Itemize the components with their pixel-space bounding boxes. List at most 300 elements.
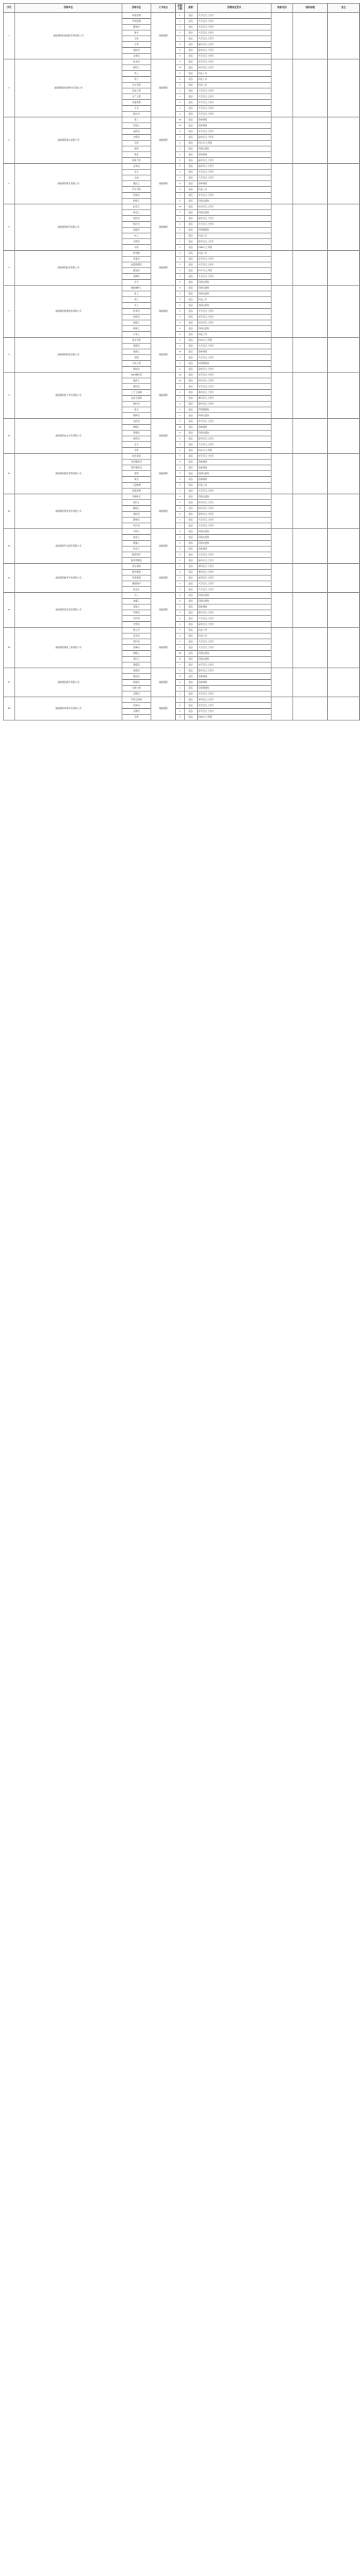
cell-note — [328, 204, 360, 251]
cell-salary: 面议 — [185, 564, 198, 570]
cell-salary: 面议 — [185, 587, 198, 593]
table-row — [4, 494, 360, 500]
cell-email — [293, 204, 328, 251]
cell-count: 2 — [176, 494, 185, 500]
cell-salary: 面议 — [185, 628, 198, 633]
cell-seq: 17 — [4, 668, 15, 697]
cell-requirements: 身体健康 — [198, 680, 272, 686]
cell-count: 1 — [176, 245, 185, 251]
header-phone: 联系电话 — [272, 4, 293, 13]
cell-unit: 湖南湘阴食品有限公司 — [15, 117, 122, 164]
cell-requirements: 持A2以上驾照 — [198, 338, 272, 344]
cell-requirements: 持证上岗 — [198, 187, 272, 193]
table-row — [4, 564, 360, 570]
cell-post: 质检员 — [122, 216, 151, 222]
cell-requirements: 有相关经验 — [198, 657, 272, 662]
cell-count: 2 — [176, 355, 185, 361]
cell-salary: 面议 — [185, 106, 198, 112]
cell-count: 8 — [176, 320, 185, 326]
cell-salary: 面议 — [185, 59, 198, 65]
cell-requirements: 大专及以上学历 — [198, 19, 272, 25]
cell-requirements: 有相关经验 — [198, 529, 272, 535]
cell-salary: 面议 — [185, 413, 198, 419]
cell-post: SMT操作员 — [122, 373, 151, 378]
cell-count: 8 — [176, 657, 185, 662]
cell-salary: 面议 — [185, 129, 198, 135]
cell-post: 生鲜主管 — [122, 686, 151, 691]
cell-post: 洗车工 — [122, 547, 151, 552]
cell-requirements: 本科及以上学历 — [198, 697, 272, 703]
cell-salary: 面议 — [185, 633, 198, 639]
cell-salary: 面议 — [185, 477, 198, 483]
cell-seq: 10 — [4, 419, 15, 454]
cell-salary: 面议 — [185, 483, 198, 489]
cell-requirements: 中专及以上学历 — [198, 373, 272, 378]
cell-requirements: 身体健康 — [198, 604, 272, 610]
cell-requirements: 中专及以上学历 — [198, 384, 272, 390]
cell-requirements: 高中及以上学历 — [198, 668, 272, 674]
cell-salary: 面议 — [185, 373, 198, 378]
cell-unit: 湖南湘阴建材有限公司 — [15, 164, 122, 204]
cell-requirements: 高中及以上学历 — [198, 216, 272, 222]
cell-requirements: 中专及以上学历 — [198, 100, 272, 106]
cell-salary: 面议 — [185, 25, 198, 30]
cell-count: 1 — [176, 222, 185, 228]
cell-salary: 面议 — [185, 36, 198, 42]
cell-requirements: 大专及以上学历 — [198, 691, 272, 697]
cell-post: 印刷机长 — [122, 494, 151, 500]
cell-salary: 面议 — [185, 703, 198, 709]
cell-count: 1 — [176, 19, 185, 25]
cell-requirements: 持证上岗 — [198, 332, 272, 338]
cell-seq: 3 — [4, 117, 15, 164]
cell-post: 店长 — [122, 280, 151, 286]
cell-post: 客服 — [122, 355, 151, 361]
cell-requirements: 中专及以上学历 — [198, 315, 272, 320]
cell-salary: 面议 — [185, 402, 198, 407]
cell-count: 3 — [176, 628, 185, 633]
cell-requirements: 本科及以上学历 — [198, 390, 272, 396]
cell-requirements: 大专及以上学历 — [198, 106, 272, 112]
cell-salary: 面议 — [185, 349, 198, 355]
cell-post: 喷漆工 — [122, 541, 151, 547]
cell-requirements: 有管理经验 — [198, 228, 272, 233]
cell-location: 湖南湘阴 — [151, 628, 176, 668]
header-count: 招聘人数 — [176, 4, 185, 13]
cell-requirements: 大专及以上学历 — [198, 518, 272, 523]
cell-post: 导购员 — [122, 610, 151, 616]
cell-salary: 面议 — [185, 117, 198, 123]
cell-post: 技术员 — [122, 59, 151, 65]
cell-count: 6 — [176, 506, 185, 512]
cell-post: 装卸工 — [122, 349, 151, 355]
cell-salary: 面议 — [185, 599, 198, 604]
cell-count: 1 — [176, 175, 185, 181]
cell-requirements: 有相关经验 — [198, 541, 272, 547]
cell-phone — [272, 529, 293, 564]
cell-note — [328, 529, 360, 564]
cell-salary: 面议 — [185, 674, 198, 680]
cell-count: 2 — [176, 199, 185, 204]
cell-count: 3 — [176, 436, 185, 442]
cell-post: 仓管员 — [122, 239, 151, 245]
cell-note — [328, 286, 360, 338]
cell-post: 机修工 — [122, 199, 151, 204]
cell-post: 工艺工程师 — [122, 390, 151, 396]
cell-count: 10 — [176, 65, 185, 71]
cell-unit: 湖南湘阴医药有限公司 — [15, 251, 122, 286]
cell-seq: 6 — [4, 251, 15, 286]
header-salary: 薪资 — [185, 4, 198, 13]
cell-salary: 面议 — [185, 645, 198, 651]
cell-salary: 面议 — [185, 657, 198, 662]
cell-requirements: 高中及以上学历 — [198, 48, 272, 54]
cell-salary: 面议 — [185, 425, 198, 431]
cell-count: 1 — [176, 558, 185, 564]
cell-salary: 面议 — [185, 355, 198, 361]
cell-post: 药剂师 — [122, 251, 151, 257]
cell-requirements: 本科及以上学历 — [198, 564, 272, 570]
cell-count: 1 — [176, 361, 185, 367]
cell-requirements: 高中及以上学历 — [198, 512, 272, 518]
cell-count: 1 — [176, 691, 185, 697]
cell-unit: 湖南湘阴建筑工程有限公司 — [15, 628, 122, 668]
cell-count: 1 — [176, 146, 185, 152]
cell-salary: 面议 — [185, 83, 198, 88]
recruitment-table — [3, 3, 360, 720]
cell-requirements: 中专及以上学历 — [198, 454, 272, 460]
cell-salary: 面议 — [185, 135, 198, 141]
cell-requirements: 有管理经验 — [198, 361, 272, 367]
cell-count: 2 — [176, 141, 185, 146]
cell-post: 文员 — [122, 106, 151, 112]
cell-post: 测量员 — [122, 662, 151, 668]
cell-post: 客房服务员 — [122, 460, 151, 465]
cell-count: 3 — [176, 471, 185, 477]
cell-seq: 5 — [4, 204, 15, 251]
cell-post: 钢筋工 — [122, 651, 151, 657]
cell-requirements: 中专及以上学历 — [198, 662, 272, 668]
header-unit: 招聘单位 — [15, 4, 122, 13]
cell-salary: 面议 — [185, 547, 198, 552]
cell-post: 检验员 — [122, 315, 151, 320]
cell-phone — [272, 13, 293, 59]
cell-post: 统计员 — [122, 112, 151, 117]
cell-unit: 湖南湘阴汽车服务有限公司 — [15, 529, 122, 564]
cell-requirements: 身体健康 — [198, 152, 272, 158]
cell-requirements: 身体健康 — [198, 460, 272, 465]
cell-location: 湖南湘阴 — [151, 419, 176, 454]
cell-post: 化验员 — [122, 193, 151, 199]
cell-requirements: 持证上岗 — [198, 77, 272, 83]
cell-post: 销售经理 — [122, 13, 151, 19]
cell-post: 资料员 — [122, 639, 151, 645]
cell-requirements: 初中及以上学历 — [198, 378, 272, 384]
cell-count: 5 — [176, 431, 185, 436]
cell-salary: 面议 — [185, 454, 198, 460]
cell-count: 3 — [176, 210, 185, 216]
cell-post: 养殖员 — [122, 431, 151, 436]
cell-requirements: 有相关经验 — [198, 535, 272, 541]
cell-count: 10 — [176, 651, 185, 657]
cell-count: 5 — [176, 610, 185, 616]
cell-count: 2 — [176, 326, 185, 332]
cell-salary: 面议 — [185, 320, 198, 326]
cell-count: 2 — [176, 71, 185, 77]
cell-post: 跟单员 — [122, 518, 151, 523]
cell-post: 保安 — [122, 152, 151, 158]
cell-salary: 面议 — [185, 709, 198, 715]
cell-seq: 9 — [4, 373, 15, 419]
cell-seq: 16 — [4, 628, 15, 668]
cell-note — [328, 164, 360, 204]
cell-phone — [272, 251, 293, 286]
cell-salary: 面议 — [185, 239, 198, 245]
cell-phone — [272, 564, 293, 593]
cell-count: 1 — [176, 645, 185, 651]
cell-post: 种植工 — [122, 425, 151, 431]
cell-requirements: 有相关经验 — [198, 494, 272, 500]
cell-requirements: 高中及以上学历 — [198, 402, 272, 407]
cell-count: 10 — [176, 373, 185, 378]
cell-salary: 面议 — [185, 338, 198, 344]
cell-post: 技术员 — [122, 309, 151, 315]
cell-post: 配件管理员 — [122, 558, 151, 564]
cell-note — [328, 494, 360, 529]
table-row — [4, 286, 360, 291]
cell-post: 挡车工 — [122, 204, 151, 210]
cell-post: 跟单员 — [122, 25, 151, 30]
cell-count: 1 — [176, 239, 185, 245]
cell-count: 3 — [176, 599, 185, 604]
cell-phone — [272, 286, 293, 338]
cell-post: 运维员 — [122, 709, 151, 715]
cell-post: 厨师 — [122, 146, 151, 152]
table-row — [4, 204, 360, 210]
cell-location: 湖南湘阴 — [151, 164, 176, 204]
cell-email — [293, 286, 328, 338]
cell-requirements: 有相关经验 — [198, 599, 272, 604]
cell-post: 糊盒工 — [122, 506, 151, 512]
table-row — [4, 251, 360, 257]
cell-phone — [272, 593, 293, 628]
cell-salary: 面议 — [185, 315, 198, 320]
cell-count: 1 — [176, 523, 185, 529]
header-location: 工作地点 — [151, 4, 176, 13]
cell-salary: 面议 — [185, 581, 198, 587]
cell-requirements: 持证上岗 — [198, 297, 272, 303]
cell-requirements: 高中及以上学历 — [198, 436, 272, 442]
cell-unit: 湖南湘阴家居用品有限公司 — [15, 593, 122, 628]
cell-requirements: 高中及以上学历 — [198, 42, 272, 48]
cell-requirements: 大专及以上学历 — [198, 112, 272, 117]
cell-requirements: 持证上岗 — [198, 233, 272, 239]
cell-salary: 面议 — [185, 604, 198, 610]
cell-count: 2 — [176, 344, 185, 349]
cell-unit: 湖南湘阴新能源科技有限公司 — [15, 59, 122, 117]
cell-seq: 13 — [4, 529, 15, 564]
cell-unit: 湖南湘阴环保科技有限公司 — [15, 697, 122, 720]
cell-post: 仓库主管 — [122, 361, 151, 367]
cell-requirements: 持证上岗 — [198, 628, 272, 633]
cell-post: 班组长 — [122, 228, 151, 233]
cell-count: 4 — [176, 709, 185, 715]
cell-unit: 湖南湘阴物流有限公司 — [15, 338, 122, 373]
cell-note — [328, 668, 360, 697]
cell-note — [328, 338, 360, 373]
cell-email — [293, 529, 328, 564]
cell-salary: 面议 — [185, 65, 198, 71]
cell-post: 服务顾问 — [122, 552, 151, 558]
cell-salary: 面议 — [185, 13, 198, 19]
cell-salary: 面议 — [185, 262, 198, 268]
cell-note — [328, 13, 360, 59]
table-header-row — [4, 4, 360, 13]
cell-count: 1 — [176, 36, 185, 42]
cell-post: 语文教师 — [122, 564, 151, 570]
cell-salary: 面议 — [185, 204, 198, 210]
cell-salary: 面议 — [185, 257, 198, 262]
cell-requirements: 身体健康 — [198, 477, 272, 483]
cell-salary: 面议 — [185, 326, 198, 332]
cell-salary: 面议 — [185, 210, 198, 216]
cell-count: 1 — [176, 30, 185, 36]
cell-note — [328, 697, 360, 720]
cell-count: 1 — [176, 274, 185, 280]
table-row — [4, 419, 360, 425]
cell-count: 1 — [176, 489, 185, 494]
cell-count: 1 — [176, 686, 185, 691]
cell-post: 司机 — [122, 141, 151, 146]
cell-requirements: 有相关经验 — [198, 303, 272, 309]
cell-requirements: 持证上岗 — [198, 251, 272, 257]
cell-salary: 面议 — [185, 233, 198, 239]
cell-note — [328, 373, 360, 419]
cell-post: 电工 — [122, 233, 151, 239]
cell-post: 质检员 — [122, 512, 151, 518]
cell-count: 2 — [176, 576, 185, 581]
cell-seq: 18 — [4, 697, 15, 720]
cell-requirements: 身体健康 — [198, 465, 272, 471]
recruitment-table-sheet — [3, 3, 359, 720]
cell-post: 钣金工 — [122, 535, 151, 541]
cell-count: 10 — [176, 349, 185, 355]
cell-email — [293, 338, 328, 373]
cell-requirements: 大专及以上学历 — [198, 639, 272, 645]
cell-seq: 2 — [4, 59, 15, 117]
cell-post: 仓管 — [122, 42, 151, 48]
table-row — [4, 338, 360, 344]
cell-requirements: 大专及以上学历 — [198, 581, 272, 587]
cell-count: 2 — [176, 483, 185, 489]
cell-salary: 面议 — [185, 164, 198, 170]
cell-salary: 面议 — [185, 558, 198, 564]
cell-salary: 面议 — [185, 54, 198, 59]
cell-requirements: 初中及以上学历 — [198, 500, 272, 506]
cell-count: 3 — [176, 581, 185, 587]
cell-count: 4 — [176, 384, 185, 390]
cell-requirements: 持B2以上驾照 — [198, 245, 272, 251]
cell-requirements: 本科及以上学历 — [198, 576, 272, 581]
cell-post: 保全工 — [122, 210, 151, 216]
cell-phone — [272, 697, 293, 720]
cell-post: 货车司机 — [122, 338, 151, 344]
cell-email — [293, 164, 328, 204]
cell-requirements: 有相关经验 — [198, 210, 272, 216]
cell-post: 业务员 — [122, 54, 151, 59]
cell-requirements: 大专及以上学历 — [198, 25, 272, 30]
cell-requirements: 身体健康 — [198, 117, 272, 123]
cell-salary: 面议 — [185, 187, 198, 193]
cell-count: 2 — [176, 587, 185, 593]
cell-post: 前台接待 — [122, 454, 151, 460]
cell-email — [293, 593, 328, 628]
cell-requirements: 身体健康 — [198, 349, 272, 355]
cell-count: 5 — [176, 59, 185, 65]
cell-count: 2 — [176, 541, 185, 547]
cell-post: 品控员 — [122, 129, 151, 135]
cell-requirements: 有管理经验 — [198, 407, 272, 413]
cell-count: 2 — [176, 570, 185, 576]
cell-count: 20 — [176, 117, 185, 123]
cell-post: 销售员 — [122, 436, 151, 442]
cell-phone — [272, 494, 293, 529]
header-seq: 序号 — [4, 4, 15, 13]
cell-salary: 面议 — [185, 141, 198, 146]
cell-count: 2 — [176, 715, 185, 720]
cell-salary: 面议 — [185, 541, 198, 547]
cell-salary: 面议 — [185, 384, 198, 390]
cell-post: 测试员 — [122, 384, 151, 390]
table-row — [4, 373, 360, 378]
cell-salary: 面议 — [185, 274, 198, 280]
cell-count: 6 — [176, 465, 185, 471]
cell-post: 组长 — [122, 407, 151, 413]
cell-salary: 面议 — [185, 390, 198, 396]
cell-unit: 湖南湘阴教育咨询有限公司 — [15, 564, 122, 593]
cell-salary: 面议 — [185, 518, 198, 523]
cell-count: 15 — [176, 378, 185, 384]
cell-salary: 面议 — [185, 280, 198, 286]
cell-note — [328, 454, 360, 494]
cell-seq: 11 — [4, 454, 15, 494]
cell-post: 焊工 — [122, 77, 151, 83]
header-email: 联系邮箱 — [293, 4, 328, 13]
cell-email — [293, 628, 328, 668]
cell-salary: 面议 — [185, 570, 198, 576]
cell-requirements: 初中及以上学历 — [198, 65, 272, 71]
cell-count: 2 — [176, 662, 185, 668]
cell-post: 包装工 — [122, 123, 151, 129]
cell-requirements: 中专及以上学历 — [198, 257, 272, 262]
table-row — [4, 164, 360, 170]
cell-count: 5 — [176, 164, 185, 170]
cell-count: 2 — [176, 332, 185, 338]
cell-requirements: 大专及以上学历 — [198, 94, 272, 100]
cell-count: 2 — [176, 152, 185, 158]
cell-email — [293, 251, 328, 286]
cell-salary: 面议 — [185, 512, 198, 518]
cell-count: 2 — [176, 83, 185, 88]
cell-email — [293, 668, 328, 697]
cell-post: 维修员 — [122, 413, 151, 419]
cell-requirements: 身体健康 — [198, 674, 272, 680]
cell-count: 2 — [176, 48, 185, 54]
cell-count: 2 — [176, 512, 185, 518]
cell-post: 班主任 — [122, 587, 151, 593]
cell-count: 1 — [176, 518, 185, 523]
cell-count: 2 — [176, 309, 185, 315]
